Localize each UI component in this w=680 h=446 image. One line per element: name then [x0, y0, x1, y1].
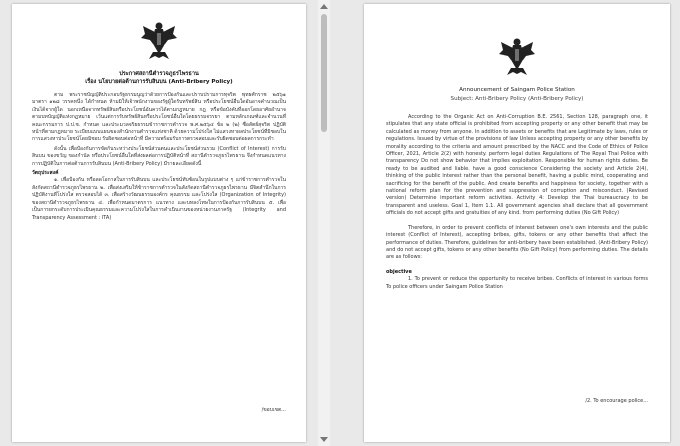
doc-title: Announcement of Saingam Police Station	[459, 87, 575, 93]
scrollbar-thumb[interactable]	[321, 14, 327, 132]
document-page-english	[364, 4, 670, 442]
paragraph: According to the Organic Act on Anti-Corruption B.E. 2561, Section 128, paragraph one, it stipulates that any state official is prohibited from accepting property or any other benefit that may be calculated as money from anyone. In addition to assets or benefits that are Legitimate by laws, rules or regulations. Issued by virtue of the provisions of law Unless accepting property or any other benefits by morality according to the criteria and amount prescribed by the NACC and the Code of Ethics of Police Officer, 2021, Article 2(2) with honesty. perform legal duties Regulations of The Royal Thai Police with transparency Do not show behavior that implies exploitation. Responsible for human rights duties. Be ready to be audited and liable. have a good conscience Considering the society and Article 2(4), thinking of the public interest rather than the personal benefit, having a public mind, cooperating and sacrificing for the benefit of the public. And create benefits and happiness for society, together with a national reform plan for the prevention and suppression of corruption and misconduct. (Revised version) Determine important reform activities. Activity 4: Develop the Thai bureaucracy to be transparent and useless. Goal 1, Item 1.1. All government agencies shall declare that all government officials do not accept gifts and gratuities of any kind. from performing duties (No Gift Policy)	[386, 114, 648, 217]
objective-item: 1. To prevent or reduce the opportunity to receive bribes. Conflicts of interest in various forms To police officers under Saingam Police Station	[386, 276, 648, 290]
objective-heading: วัตถุประสงค์	[32, 170, 59, 177]
doc-title: ประกาศสถานีตำรวจภูธรไพรธาน	[119, 71, 199, 77]
doc-subject: Subject: Anti-Bribery Policy (Anti-Bribery Policy)	[450, 96, 584, 102]
garuda-emblem-icon	[499, 34, 535, 78]
paragraph: Therefore, in order to prevent conflicts of interest between one's own interests and the public interest (Conflict of Interest), accepting bribes, gifts, tokens or any other benefits that affect the performance of duties. Therefore, guidelines for anti-bribery have been established. (Anti-Bribery Policy) and do not accept gifts, tokens or any other benefits (No Gift Policy) from performing duties. The details are as follows:	[386, 224, 648, 261]
garuda-emblem-icon	[141, 20, 177, 60]
scroll-down-arrow-icon[interactable]	[320, 437, 328, 442]
continuation-note: /2. To encourage police...	[585, 398, 648, 404]
paragraph: ตาม พระราชบัญญัติประกอบรัฐธรรมนูญว่าด้วยการป้องกันและปราบปรามการทุจริต พุทธศักราช ๒๕๖๑ มาตรา ๑๒๘ วรรคหนึ่ง ได้กำหนด ห้ามมิให้เจ้าพนักงานของรัฐผู้ใดรับทรัพย์สิน หรือประโยชน์อื่นใดอันอาจคำนวณเป็นเงินได้จากผู้ใด นอกเหนือจากทรัพย์สินหรือประโยชน์อันควรได้ตามกฎหมาย กฎ หรือข้อบังคับที่ออกโดยอาศัยอำนาจตามบทบัญญัติแห่งกฎหมาย เว้นแต่การรับทรัพย์สินหรือประโยชน์อื่นใดโดยธรรมจรรยา ตามหลักเกณฑ์และจำนวนที่คณะกรรมการ ป.ป.ช. กำหนด และประมวลจริยธรรมข้าราชการตำรวจ พ.ศ.๒๕๖๔ ข้อ ๒ (๒) ซื่อสัตย์สุจริต ปฏิบัติหน้าที่ตามกฎหมาย ระเบียบแบบแผนของสำนักงานตำรวจแห่งชาติ ด้วยความโปร่งใส ไม่แสวงหาผลประโยชน์ที่มิชอบในการแสวงหาประโยชน์โดยมิชอบ รับผิดชอบต่อหน้าที่ มีความพร้อมรับการตรวจสอบและรับผิดชอบต่อผลการกระทำ	[32, 92, 286, 143]
objective-heading: objective	[386, 268, 412, 275]
doc-body	[32, 92, 286, 400]
document-page-thai	[12, 4, 306, 442]
doc-subject: เรื่อง นโยบายต่อต้านการรับสินบน (Anti-Bribery Policy)	[85, 79, 233, 85]
objective-list: ๑. เพื่อป้องกัน หรือลดโอกาสในการรับสินบน และประโยชน์ทับซ้อนในรูปแบบต่าง ๆ แก่ข้าราชการตำรวจในสังกัดสถานีตำรวจภูธรไพรธาน ๒. เพื่อส่งเสริมให้ข้าราชการตำรวจในสังกัดสถานีตำรวจภูธรไพรธาน มีจิตสำนึกในการปฏิบัติงานที่โปร่งใส ตรวจสอบได้ ๓. เพื่อสร้างวัฒนธรรมองค์กร คุณธรรม และโปร่งใส (Organization of Integrity) ของสถานีตำรวจภูธรไพรธาน ๔. เพื่อกำหนดมาตรการ แนวทาง และบทลงโทษในการป้องกันการรับสินบน ๕. เพื่อเป็นการยกระดับการประเมินคุณธรรมและความโปร่งใสในการดำเนินงานของหน่วยงานภาครัฐ (Integrity and Transparency Assessment : ITA)	[32, 177, 286, 221]
continuation-note: /ขอบเขต...	[261, 407, 286, 413]
paragraph: ดังนั้น เพื่อป้องกันการขัดกันระหว่างประโยชน์ส่วนตนและประโยชน์ส่วนรวม (Conflict of Interest) การรับสินบน ของขวัญ ของกำนัล หรือประโยชน์อื่นใดที่ส่งผลต่อการปฏิบัติหน้าที่ สถานีตำรวจภูธรไพรธาน จึงกำหนดแนวทางการปฏิบัติในการต่อต้านการรับสินบน (Anti-Bribery Policy) มีรายละเอียดดังนี้	[32, 145, 286, 167]
scroll-up-arrow-icon[interactable]	[320, 4, 328, 9]
doc-body	[386, 114, 648, 392]
